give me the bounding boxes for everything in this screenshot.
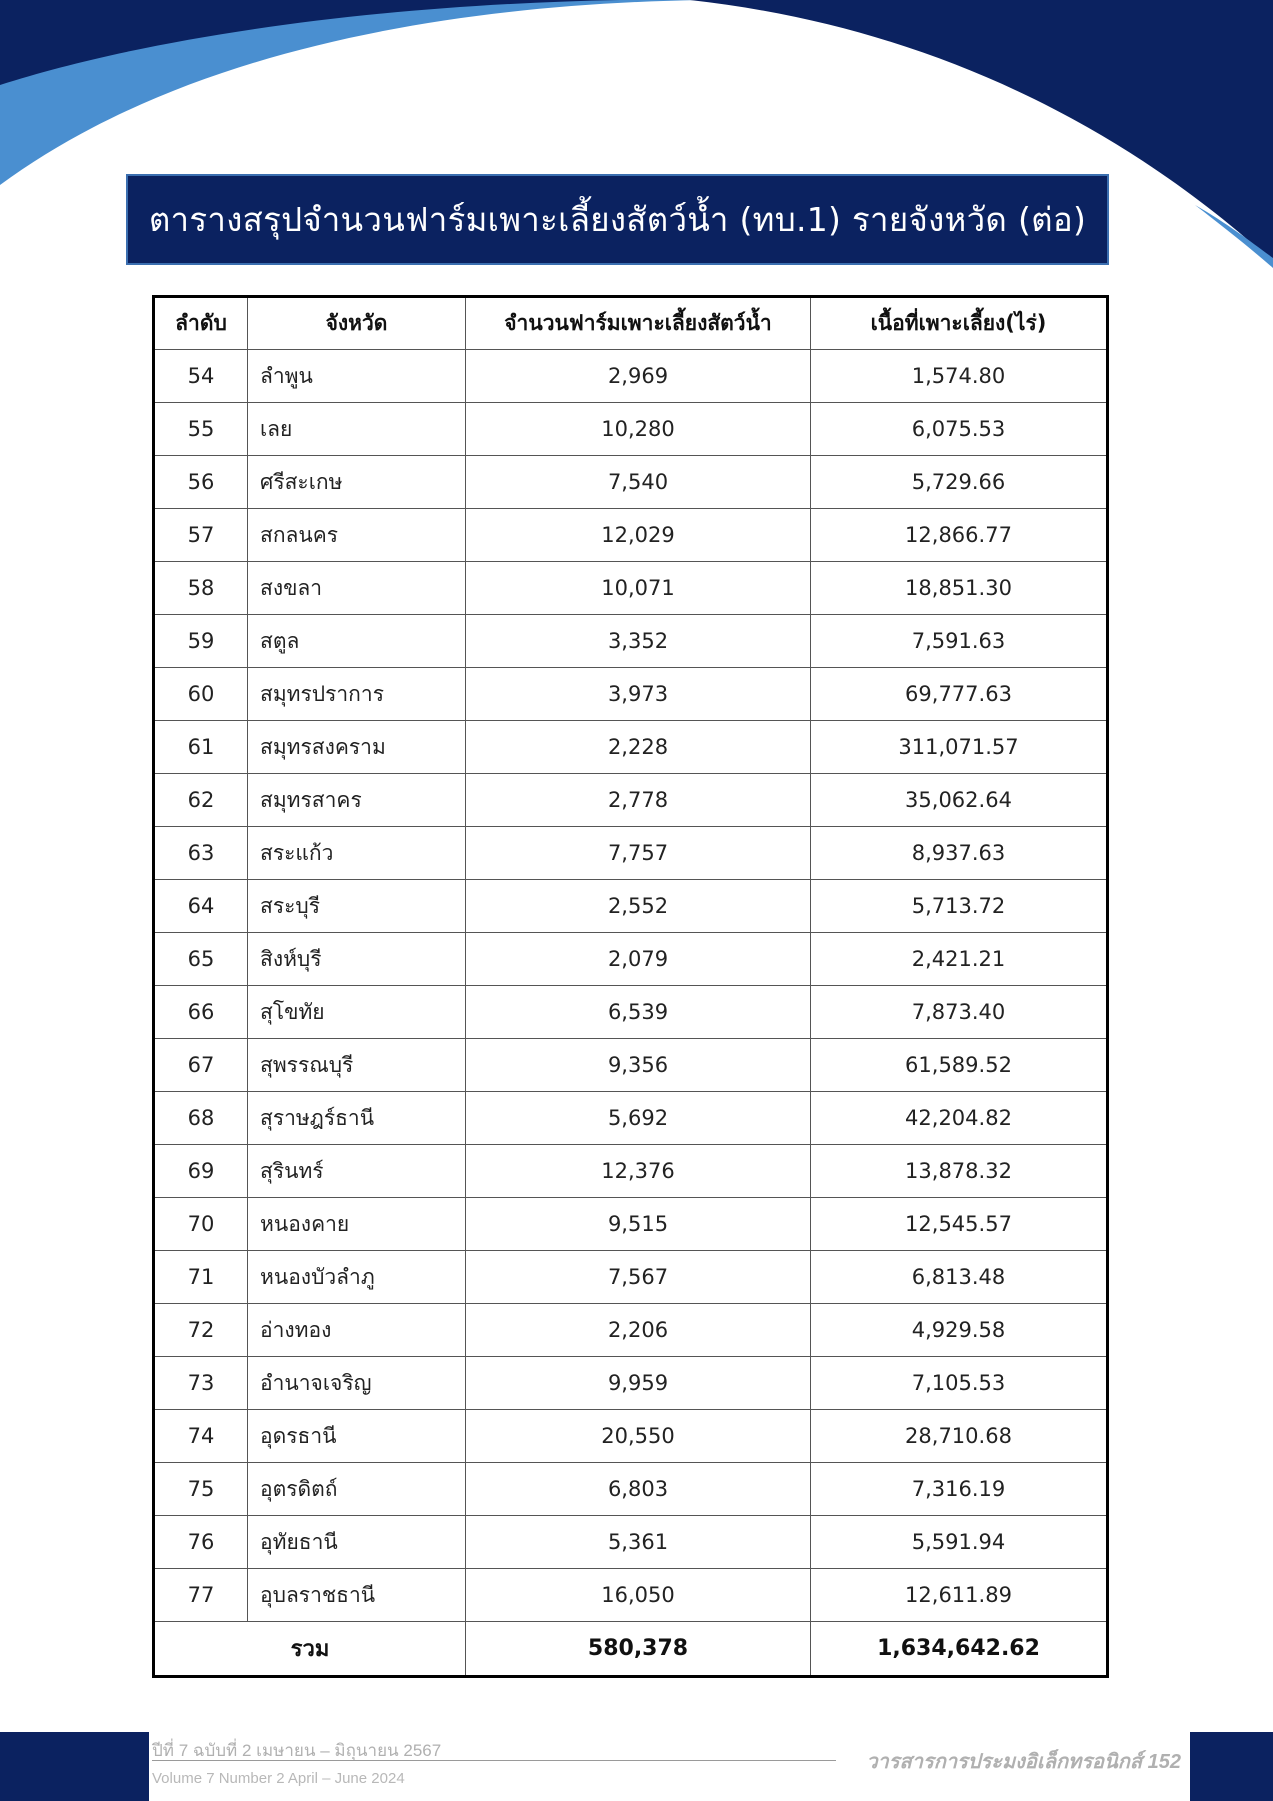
page-title: ตารางสรุปจำนวนฟาร์มเพาะเลี้ยงสัตว์น้ำ (ทบ.1) รายจังหวัด (ต่อ) — [126, 174, 1109, 265]
table-row — [154, 1357, 1108, 1410]
row-farm-count: 10,280 — [466, 403, 811, 456]
row-province: ศรีสะเกษ — [248, 456, 466, 509]
page-number: 152 — [1147, 1751, 1181, 1773]
row-province: สมุทรปราการ — [248, 668, 466, 721]
total-row — [154, 1622, 1108, 1677]
row-area: 12,611.89 — [811, 1569, 1108, 1622]
row-farm-count: 12,029 — [466, 509, 811, 562]
header-province: จังหวัด — [248, 297, 466, 350]
row-province: อุบลราชธานี — [248, 1569, 466, 1622]
total-area: 1,634,642.62 — [811, 1622, 1108, 1677]
row-order: 73 — [154, 1357, 248, 1410]
row-province: สกลนคร — [248, 509, 466, 562]
row-order: 75 — [154, 1463, 248, 1516]
table-row — [154, 986, 1108, 1039]
row-farm-count: 2,778 — [466, 774, 811, 827]
row-area: 13,878.32 — [811, 1145, 1108, 1198]
row-province: สระแก้ว — [248, 827, 466, 880]
row-province: อุดรธานี — [248, 1410, 466, 1463]
row-order: 55 — [154, 403, 248, 456]
table-row — [154, 1410, 1108, 1463]
total-farms: 580,378 — [466, 1622, 811, 1677]
row-order: 68 — [154, 1092, 248, 1145]
row-order: 63 — [154, 827, 248, 880]
row-province: สุราษฎร์ธานี — [248, 1092, 466, 1145]
table-row — [154, 403, 1108, 456]
row-farm-count: 9,959 — [466, 1357, 811, 1410]
row-order: 64 — [154, 880, 248, 933]
row-area: 6,813.48 — [811, 1251, 1108, 1304]
row-farm-count: 9,356 — [466, 1039, 811, 1092]
row-province: ลำพูน — [248, 350, 466, 403]
footer-journal-title — [866, 1745, 1181, 1777]
row-farm-count: 12,376 — [466, 1145, 811, 1198]
table-row — [154, 1092, 1108, 1145]
row-area: 7,591.63 — [811, 615, 1108, 668]
row-farm-count: 20,550 — [466, 1410, 811, 1463]
table-header-row — [154, 297, 1108, 350]
table-row — [154, 1198, 1108, 1251]
table-row — [154, 1039, 1108, 1092]
row-farm-count: 3,352 — [466, 615, 811, 668]
row-area: 35,062.64 — [811, 774, 1108, 827]
row-province: สมุทรสงคราม — [248, 721, 466, 774]
row-area: 8,937.63 — [811, 827, 1108, 880]
table-row — [154, 1463, 1108, 1516]
row-farm-count: 7,540 — [466, 456, 811, 509]
table-row — [154, 827, 1108, 880]
table-row — [154, 615, 1108, 668]
row-area: 12,545.57 — [811, 1198, 1108, 1251]
row-order: 69 — [154, 1145, 248, 1198]
row-area: 2,421.21 — [811, 933, 1108, 986]
row-area: 28,710.68 — [811, 1410, 1108, 1463]
row-farm-count: 3,973 — [466, 668, 811, 721]
footer-right-bar — [1190, 1732, 1273, 1801]
row-farm-count: 2,079 — [466, 933, 811, 986]
row-order: 72 — [154, 1304, 248, 1357]
row-farm-count: 16,050 — [466, 1569, 811, 1622]
row-province: สุโขทัย — [248, 986, 466, 1039]
table-row — [154, 350, 1108, 403]
row-farm-count: 5,361 — [466, 1516, 811, 1569]
table-row — [154, 1516, 1108, 1569]
row-province: สตูล — [248, 615, 466, 668]
row-farm-count: 10,071 — [466, 562, 811, 615]
row-area: 6,075.53 — [811, 403, 1108, 456]
table-row — [154, 668, 1108, 721]
row-order: 59 — [154, 615, 248, 668]
row-order: 76 — [154, 1516, 248, 1569]
row-order: 54 — [154, 350, 248, 403]
table-row — [154, 456, 1108, 509]
table-row — [154, 721, 1108, 774]
row-order: 58 — [154, 562, 248, 615]
row-province: อุทัยธานี — [248, 1516, 466, 1569]
table-row — [154, 1145, 1108, 1198]
row-farm-count: 5,692 — [466, 1092, 811, 1145]
farm-summary-table — [152, 295, 1109, 1678]
row-province: อำนาจเจริญ — [248, 1357, 466, 1410]
row-order: 74 — [154, 1410, 248, 1463]
row-province: หนองบัวลำภู — [248, 1251, 466, 1304]
row-province: สงขลา — [248, 562, 466, 615]
journal-name: วารสารการประมงอิเล็กทรอนิกส์ — [866, 1751, 1143, 1773]
row-province: สมุทรสาคร — [248, 774, 466, 827]
row-area: 12,866.77 — [811, 509, 1108, 562]
row-area: 5,591.94 — [811, 1516, 1108, 1569]
row-area: 1,574.80 — [811, 350, 1108, 403]
row-order: 61 — [154, 721, 248, 774]
row-order: 67 — [154, 1039, 248, 1092]
row-province: สิงห์บุรี — [248, 933, 466, 986]
row-farm-count: 2,552 — [466, 880, 811, 933]
header-order: ลำดับ — [154, 297, 248, 350]
table-row — [154, 509, 1108, 562]
row-province: สุรินทร์ — [248, 1145, 466, 1198]
row-farm-count: 7,567 — [466, 1251, 811, 1304]
row-farm-count: 7,757 — [466, 827, 811, 880]
row-province: สุพรรณบุรี — [248, 1039, 466, 1092]
row-province: หนองคาย — [248, 1198, 466, 1251]
row-order: 65 — [154, 933, 248, 986]
footer-divider — [152, 1760, 836, 1761]
row-order: 77 — [154, 1569, 248, 1622]
row-farm-count: 9,515 — [466, 1198, 811, 1251]
row-farm-count: 6,803 — [466, 1463, 811, 1516]
row-area: 311,071.57 — [811, 721, 1108, 774]
row-province: อ่างทอง — [248, 1304, 466, 1357]
row-order: 57 — [154, 509, 248, 562]
row-farm-count: 2,228 — [466, 721, 811, 774]
table-row — [154, 562, 1108, 615]
header-area: เนื้อที่เพาะเลี้ยง(ไร่) — [811, 297, 1108, 350]
row-area: 7,105.53 — [811, 1357, 1108, 1410]
total-label: รวม — [154, 1622, 466, 1677]
row-area: 5,729.66 — [811, 456, 1108, 509]
footer-issue-thai: ปีที่ 7 ฉบับที่ 2 เมษายน – มิถุนายน 2567 — [152, 1741, 442, 1760]
table-row — [154, 774, 1108, 827]
row-order: 70 — [154, 1198, 248, 1251]
row-order: 62 — [154, 774, 248, 827]
row-area: 7,873.40 — [811, 986, 1108, 1039]
header-farm-count: จำนวนฟาร์มเพาะเลี้ยงสัตว์น้ำ — [466, 297, 811, 350]
row-area: 42,204.82 — [811, 1092, 1108, 1145]
row-area: 7,316.19 — [811, 1463, 1108, 1516]
table-row — [154, 1304, 1108, 1357]
footer-issue-english: Volume 7 Number 2 April – June 2024 — [152, 1770, 405, 1787]
row-province: สระบุรี — [248, 880, 466, 933]
footer-left-bar — [0, 1732, 149, 1801]
row-farm-count: 6,539 — [466, 986, 811, 1039]
row-area: 69,777.63 — [811, 668, 1108, 721]
row-area: 4,929.58 — [811, 1304, 1108, 1357]
row-area: 61,589.52 — [811, 1039, 1108, 1092]
table-row — [154, 880, 1108, 933]
row-order: 66 — [154, 986, 248, 1039]
row-order: 60 — [154, 668, 248, 721]
row-order: 56 — [154, 456, 248, 509]
row-area: 5,713.72 — [811, 880, 1108, 933]
row-province: เลย — [248, 403, 466, 456]
table-row — [154, 933, 1108, 986]
table-row — [154, 1569, 1108, 1622]
row-farm-count: 2,969 — [466, 350, 811, 403]
row-area: 18,851.30 — [811, 562, 1108, 615]
row-province: อุตรดิตถ์ — [248, 1463, 466, 1516]
row-farm-count: 2,206 — [466, 1304, 811, 1357]
table-row — [154, 1251, 1108, 1304]
row-order: 71 — [154, 1251, 248, 1304]
